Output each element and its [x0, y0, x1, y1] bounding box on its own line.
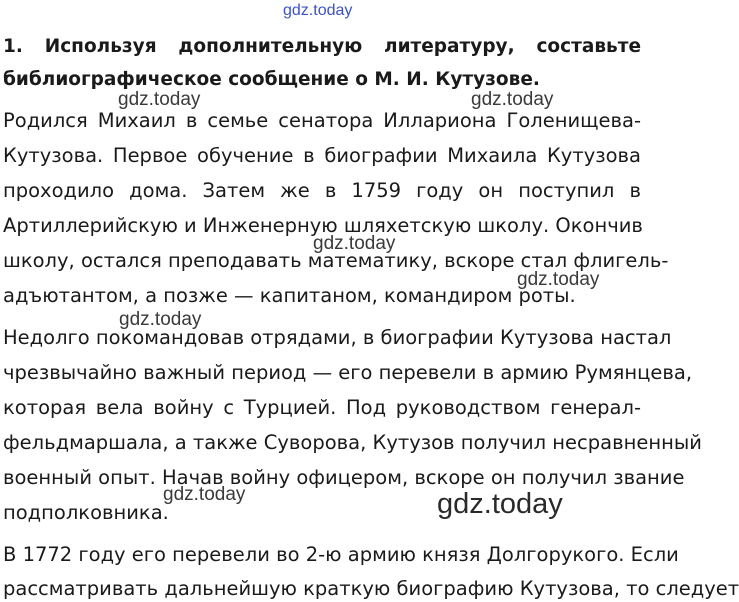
- paragraph-2-line-2: чрезвычайно важный период — его перевели в армию Румянцева,: [3, 361, 693, 384]
- task-line-1: 1. Используя дополнительную литературу, составьте: [3, 36, 641, 57]
- paragraph-2-line-3: которая вела войну с Турцией. Под руководством генерал-: [3, 396, 641, 419]
- watermark-top: gdz.today: [283, 2, 353, 19]
- watermark: gdz.today: [118, 89, 201, 110]
- paragraph-1-line-5: школу, остался преподавать математику, вскоре стал флигель-: [3, 249, 669, 272]
- watermark-large: gdz.today: [437, 488, 563, 520]
- watermark: gdz.today: [163, 484, 246, 505]
- paragraph-1-line-4: Артиллерийскую и Инженерную шляхетскую школу. Окончив: [3, 214, 643, 237]
- paragraph-1-line-6: адъютантом, а позже — капитаном, командиром роты.: [3, 284, 576, 307]
- watermark: gdz.today: [517, 269, 600, 290]
- paragraph-1-line-2: Кутузова. Первое обучение в биографии Михаила Кутузова: [3, 144, 641, 167]
- paragraph-1-line-3: проходило дома. Затем же в 1759 году он поступил в: [3, 179, 641, 202]
- watermark: gdz.today: [471, 89, 554, 110]
- task-line-2: библиографическое сообщение о М. И. Кутузове.: [3, 69, 540, 90]
- paragraph-2-line-4: фельдмаршала, а также Суворова, Кутузов получил несравненный: [3, 431, 702, 454]
- paragraph-1-line-1: Родился Михаил в семье сенатора Иллариона Голенищева-: [3, 109, 641, 132]
- paragraph-2-line-5: военный опыт. Начав войну офицером, вскоре он получил звание: [3, 466, 685, 489]
- paragraph-2-line-6: подполковника.: [3, 501, 169, 524]
- paragraph-2-line-1: Недолго покомандовав отрядами, в биографии Кутузова настал: [3, 326, 672, 349]
- watermark: gdz.today: [313, 233, 396, 254]
- paragraph-3-line-1: В 1772 году его перевели во 2-ю армию князя Долгорукого. Если: [3, 543, 679, 566]
- watermark: gdz.today: [119, 309, 202, 330]
- paragraph-3-line-2: рассматривать дальнейшую краткую биографию Кутузова, то следует: [3, 577, 739, 600]
